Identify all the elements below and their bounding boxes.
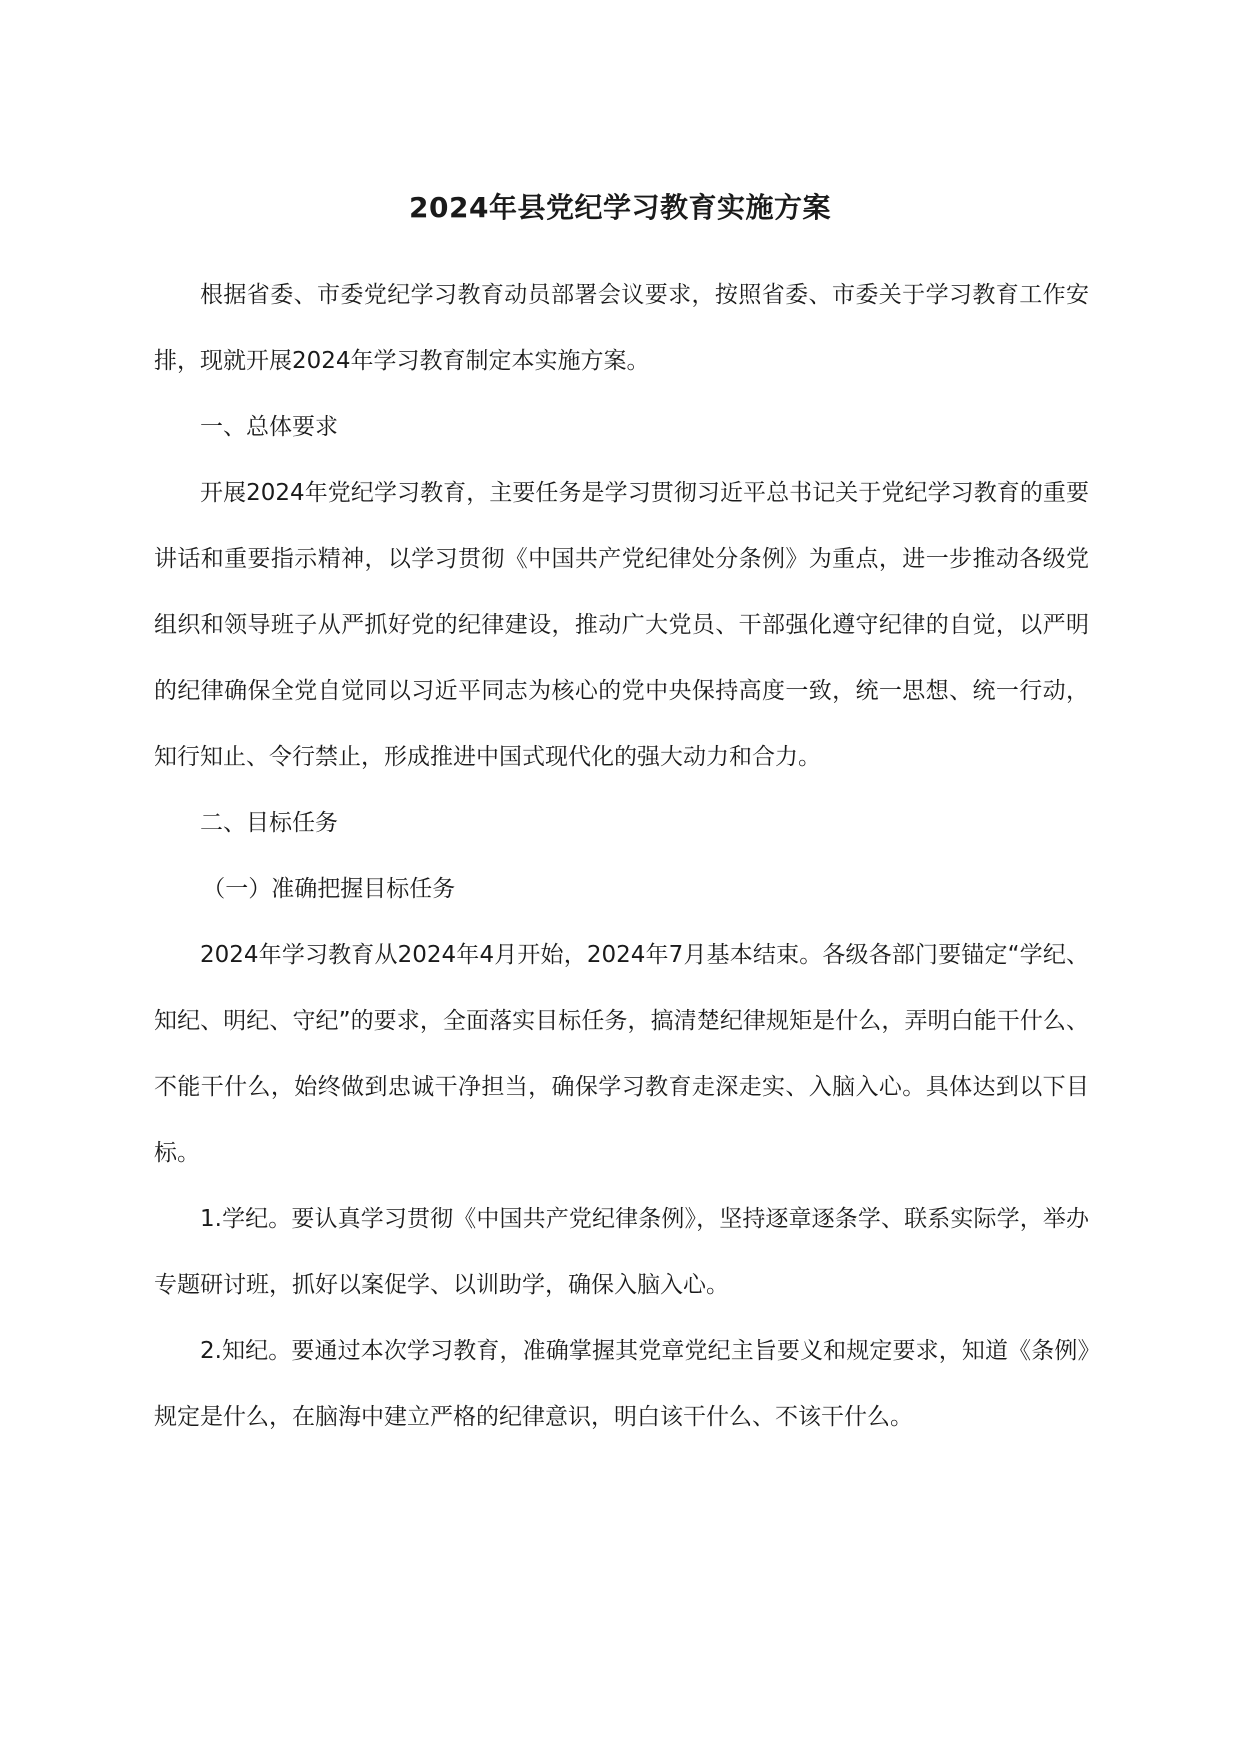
- body-paragraph: 开展2024年党纪学习教育，主要任务是学习贯彻习近平总书记关于党纪学习教育的重要讲话和重要指示精神，以学习贯彻《中国共产党纪律处分条例》为重点，进一步推动各级党组织和领导班子从严抓好党的纪律建设，推动广大党员、干部强化遵守纪律的自觉，以严明的纪律确保全党自觉同以习近平同志为核心的党中央保持高度一致，统一思想、统一行动，知行知止、令行禁止，形成推进中国式现代化的强大动力和合力。: [154, 480, 1089, 770]
- body-paragraph: 2024年学习教育从2024年4月开始，2024年7月基本结束。各级各部门要锚定“学纪、知纪、明纪、守纪”的要求，全面落实目标任务，搞清楚纪律规矩是什么，弄明白能干什么、不能干什么，始终做到忠诚干净担当，确保学习教育走深走实、入脑入心。具体达到以下目标。: [154, 942, 1089, 1166]
- list-item-2: 2.知纪。要通过本次学习教育，准确掌握其党章党纪主旨要义和规定要求，知道《条例》规定是什么，在脑海中建立严格的纪律意识，明白该干什么、不该干什么。: [154, 1338, 1089, 1430]
- document-body: [154, 262, 1089, 1450]
- section-heading-1: 一、总体要求: [200, 414, 338, 440]
- intro-paragraph: 根据省委、市委党纪学习教育动员部署会议要求，按照省委、市委关于学习教育工作安排，现就开展2024年学习教育制定本实施方案。: [154, 282, 1089, 374]
- list-item-1: 1.学纪。要认真学习贯彻《中国共产党纪律条例》，坚持逐章逐条学、联系实际学，举办专题研讨班，抓好以案促学、以训助学，确保入脑入心。: [154, 1206, 1089, 1298]
- section-heading-2: 二、目标任务: [200, 810, 338, 836]
- subsection-heading-1: （一）准确把握目标任务: [202, 876, 456, 902]
- document-title: 2024年县党纪学习教育实施方案: [409, 191, 831, 224]
